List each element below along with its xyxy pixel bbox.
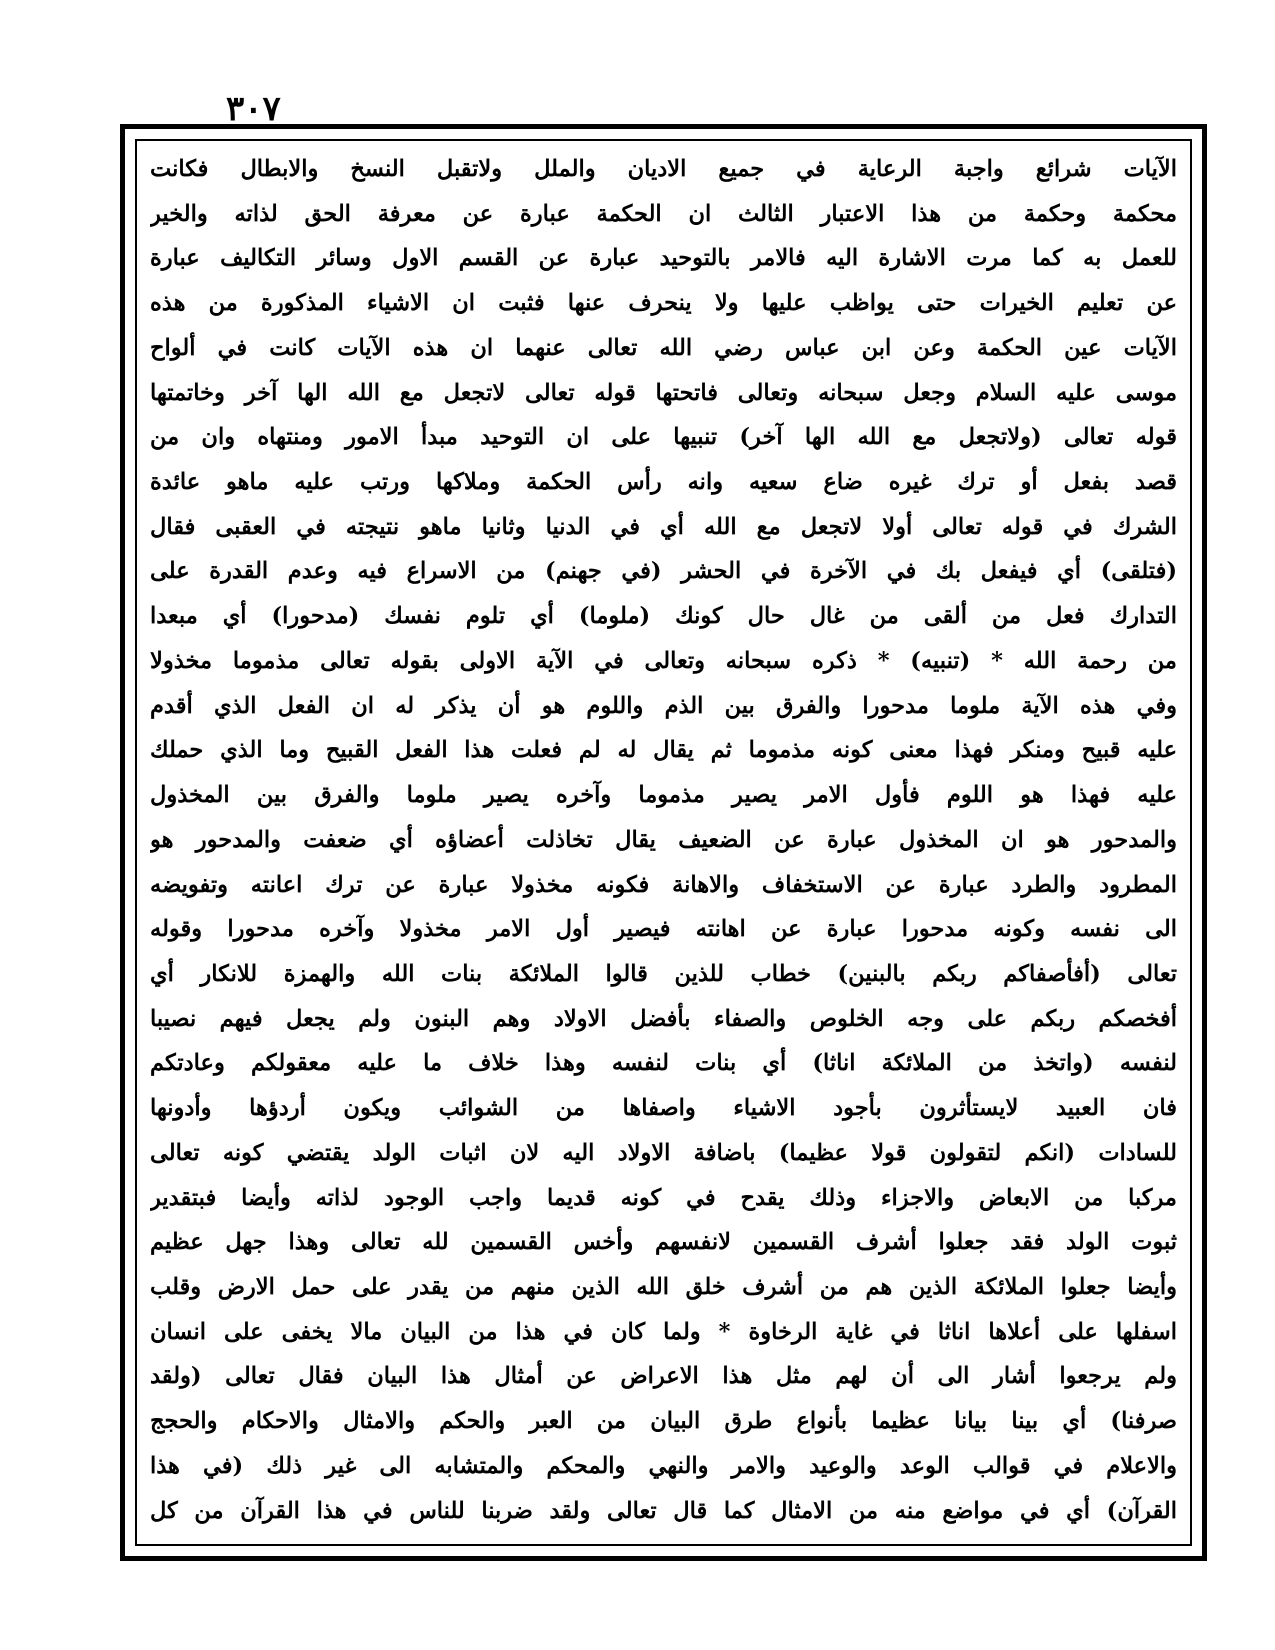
text-line: الى نفسه وكونه مدحورا عبارة عن اهانته فيصير أول الامر مخذولا وآخره مدحورا وقوله (150, 916, 1177, 943)
text-line: الآيات عين الحكمة وعن ابن عباس رضي الله تعالى عنهما ان هذه الآيات كانت في ألواح (150, 334, 1177, 361)
text-line: ولم يرجعوا أشار الى أن لهم مثل هذا الاعراض عن أمثال هذا البيان فقال تعالى (ولقد (150, 1363, 1177, 1390)
text-body (150, 150, 1177, 1530)
text-line: مركبا من الابعاض والاجزاء وذلك يقدح في كونه قديما واجب الوجود لذاته وأيضا فبتقدير (150, 1184, 1177, 1211)
text-line: والاعلام في قوالب الوعد والوعيد والامر والنهي والمحكم والمتشابه الى غير ذلك (في هذا (150, 1452, 1177, 1479)
text-line: اسفلها على أعلاها اناثا في غاية الرخاوة * ولما كان في هذا من البيان مالا يخفى على انسان (150, 1318, 1177, 1345)
text-line: صرفنا) أي بينا بيانا عظيما بأنواع طرق البيان من العبر والحكم والامثال والاحكام والحجج (150, 1408, 1177, 1435)
text-line: التدارك فعل من ألقى من غال حال كونك (ملوما) أي تلوم نفسك (مدحورا) أي مبعدا (150, 603, 1177, 630)
text-line: (فتلقى) أي فيفعل بك في الآخرة في الحشر (في جهنم) من الاسراع فيه وعدم القدرة على (150, 558, 1177, 585)
text-line: عليه قبيح ومنكر فهذا معنى كونه مذموما ثم يقال له لم فعلت هذا الفعل القبيح وما الذي حملك (150, 737, 1177, 764)
text-line: المطرود والطرد عبارة عن الاستخفاف والاهانة فكونه مخذولا عبارة عن ترك اعانته وتفويضه (150, 871, 1177, 898)
text-line: أفخصكم ربكم على وجه الخلوص والصفاء بأفضل الاولاد وهم البنون ولم يجعل فيهم نصيبا (150, 1005, 1177, 1032)
text-line: القرآن) أي في مواضع منه من الامثال كما قال تعالى ولقد ضربنا للناس في هذا القرآن من كل (150, 1497, 1177, 1524)
text-line: الشرك في قوله تعالى أولا لاتجعل مع الله أي في الدنيا وثانيا ماهو نتيجته في العقبى فقال (150, 513, 1177, 540)
text-line: محكمة وحكمة من هذا الاعتبار الثالث ان الحكمة عبارة عن معرفة الحق لذاته والخير (150, 200, 1177, 227)
text-line: وأيضا جعلوا الملائكة الذين هم من أشرف خلق الله الذين منهم من يقدر على حمل الارض وقلب (150, 1273, 1177, 1300)
page-number: ٣٠٧ (226, 89, 281, 129)
text-line: موسى عليه السلام وجعل سبحانه وتعالى فاتحتها قوله تعالى لاتجعل مع الله الها آخر وخاتمتها (150, 379, 1177, 406)
text-line: لنفسه (واتخذ من الملائكة اناثا) أي بنات لنفسه وهذا خلاف ما عليه معقولكم وعادتكم (150, 1050, 1177, 1077)
text-line: عن تعليم الخيرات حتى يواظب عليها ولا ينحرف عنها فثبت ان الاشياء المذكورة من هذه (150, 290, 1177, 317)
text-line: ثبوت الولد فقد جعلوا أشرف القسمين لانفسهم وأخس القسمين لله تعالى وهذا جهل عظيم (150, 1229, 1177, 1256)
text-line: من رحمة الله * (تنبيه) * ذكره سبحانه وتعالى في الآية الاولى بقوله تعالى مذموما مخذولا (150, 647, 1177, 674)
text-line: تعالى (أفأصفاكم ربكم بالبنين) خطاب للذين قالوا الملائكة بنات الله والهمزة للانكار أي (150, 960, 1177, 987)
text-line: للسادات (انكم لتقولون قولا عظيما) باضافة الاولاد اليه لان اثبات الولد يقتضي كونه تعالى (150, 1139, 1177, 1166)
text-line: عليه فهذا هو اللوم فأول الامر يصير مذموما وآخره يصير ملوما والفرق بين المخذول (150, 782, 1177, 809)
text-line: قوله تعالى (ولاتجعل مع الله الها آخر) تنبيها على ان التوحيد مبدأ الامور ومنتهاه وان من (150, 424, 1177, 451)
text-line: قصد بفعل أو ترك غيره ضاع سعيه وانه رأس الحكمة وملاكها ورتب عليه ماهو عائدة (150, 469, 1177, 496)
text-line: فان العبيد لايستأثرون بأجود الاشياء واصفاها من الشوائب ويكون أردؤها وأدونها (150, 1095, 1177, 1122)
text-line: وفي هذه الآية ملوما مدحورا والفرق بين الذم واللوم هو أن يذكر له ان الفعل الذي أقدم (150, 692, 1177, 719)
text-line: للعمل به كما مرت الاشارة اليه فالامر بالتوحيد عبارة عن القسم الاول وسائر التكاليف عبارة (150, 245, 1177, 272)
text-line: الآيات شرائع واجبة الرعاية في جميع الاديان والملل ولاتقبل النسخ والابطال فكانت (150, 156, 1177, 182)
text-line: والمدحور هو ان المخذول عبارة عن الضعيف يقال تخاذلت أعضاؤه أي ضعفت والمدحور هو (150, 826, 1177, 853)
